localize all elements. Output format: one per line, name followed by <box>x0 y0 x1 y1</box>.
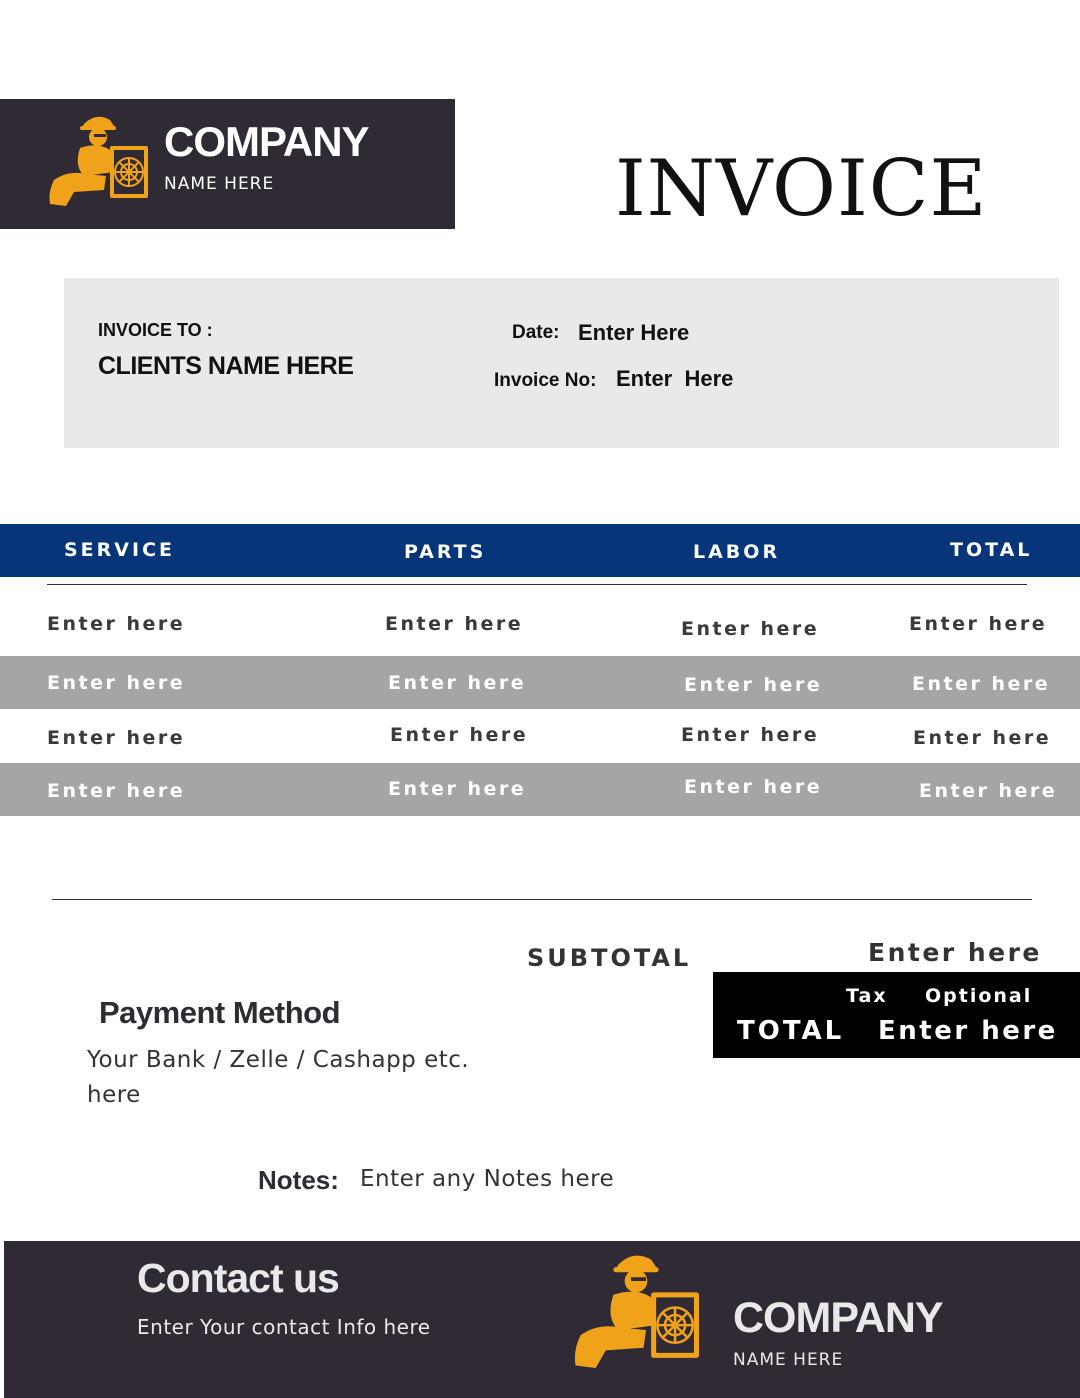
total-label: TOTAL <box>737 1016 845 1046</box>
row-1-service[interactable]: Enter here <box>47 613 186 635</box>
footer-company-subtitle: NAME HERE <box>733 1350 844 1370</box>
contact-info[interactable]: Enter Your contact Info here <box>137 1315 431 1339</box>
column-header-total: TOTAL <box>950 539 1033 561</box>
footer-technician-logo-icon <box>566 1247 706 1373</box>
footer-company-name: COMPANY <box>733 1294 943 1342</box>
header-company-subtitle: NAME HERE <box>164 174 275 194</box>
row-1-labor[interactable]: Enter here <box>681 618 820 640</box>
row-3-parts[interactable]: Enter here <box>390 724 529 746</box>
payment-method-text[interactable]: Your Bank / Zelle / Cashapp etc. here <box>87 1047 470 1108</box>
date-label: Date: <box>512 322 560 343</box>
payment-method-title: Payment Method <box>99 995 341 1030</box>
subtotal-label: SUBTOTAL <box>527 944 692 972</box>
row-1-parts[interactable]: Enter here <box>385 613 524 635</box>
notes-label: Notes: <box>258 1165 339 1195</box>
row-4-service[interactable]: Enter here <box>47 780 186 802</box>
invoice-title: INVOICE <box>615 144 988 234</box>
row-2-total[interactable]: Enter here <box>912 673 1051 695</box>
contact-title: Contact us <box>137 1255 339 1301</box>
row-1-total[interactable]: Enter here <box>909 613 1048 635</box>
invoice-to-label: INVOICE TO : <box>98 320 213 340</box>
row-3-labor[interactable]: Enter here <box>681 724 820 746</box>
row-4-total[interactable]: Enter here <box>919 780 1058 802</box>
column-header-parts: PARTS <box>404 541 487 563</box>
row-4-labor[interactable]: Enter here <box>684 776 823 798</box>
date-value[interactable]: Enter Here <box>578 320 690 345</box>
summary-divider <box>52 899 1032 900</box>
row-2-labor[interactable]: Enter here <box>684 674 823 696</box>
subtotal-value[interactable]: Enter here <box>868 938 1042 967</box>
technician-logo-icon <box>44 110 152 210</box>
total-value[interactable]: Enter here <box>878 1016 1058 1046</box>
invoice-no-value[interactable]: Enter Here <box>616 366 734 391</box>
row-3-service[interactable]: Enter here <box>47 727 186 749</box>
client-name[interactable]: CLIENTS NAME HERE <box>98 352 354 380</box>
row-4-parts[interactable]: Enter here <box>388 778 527 800</box>
row-3-total[interactable]: Enter here <box>913 727 1052 749</box>
table-divider <box>47 584 1027 585</box>
header-company-name: COMPANY <box>164 118 369 165</box>
invoice-no-label: Invoice No: <box>494 370 597 391</box>
tax-label: Tax <box>846 985 888 1007</box>
column-header-labor: LABOR <box>693 541 781 563</box>
notes-value[interactable]: Enter any Notes here <box>360 1166 615 1192</box>
tax-value[interactable]: Optional <box>925 985 1033 1007</box>
row-2-service[interactable]: Enter here <box>47 672 186 694</box>
column-header-service: SERVICE <box>64 539 175 561</box>
row-2-parts[interactable]: Enter here <box>388 672 527 694</box>
